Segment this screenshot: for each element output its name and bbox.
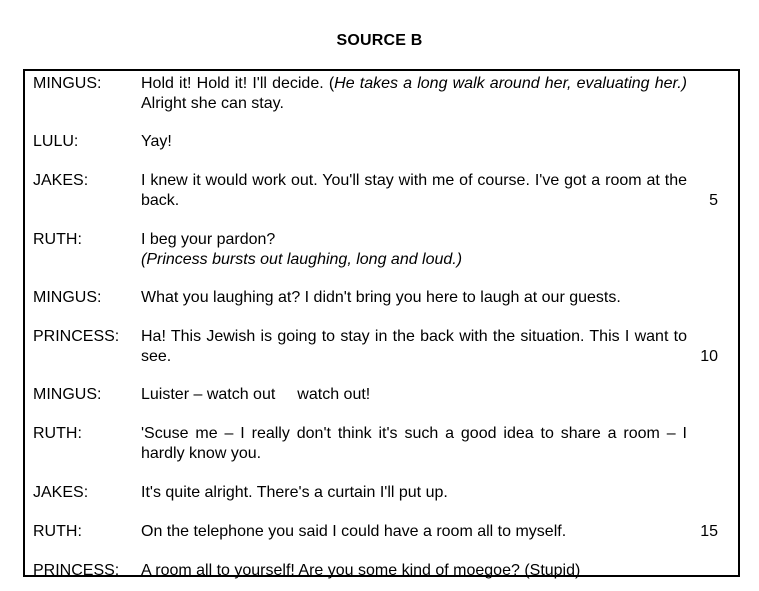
stage-direction	[141, 250, 687, 270]
dialogue-text: It's quite alright. There's a curtain I'll put up.	[141, 484, 448, 501]
speaker-name: PRINCESS:	[33, 562, 120, 579]
dialogue-text: Ha! This Jewish is going to stay in the back with the situation. This I want to see.	[141, 328, 687, 365]
speaker-name: JAKES:	[33, 484, 89, 501]
dialogue-segment: watch out!	[297, 386, 371, 403]
script-excerpt-box	[23, 69, 740, 577]
line-number: 5	[709, 191, 718, 209]
line-number: 10	[700, 347, 718, 365]
dialogue-segment: Hold it! Hold it! I'll decide. (	[141, 75, 335, 92]
dialogue-text: What you laughing at? I didn't bring you here to laugh at our guests.	[141, 289, 621, 306]
speaker-name: PRINCESS:	[33, 328, 120, 345]
dialogue-text: Yay!	[141, 133, 172, 150]
dialogue-text: 'Scuse me – I really don't think it's such a good idea to share a room – I hardly know you.	[141, 425, 687, 462]
speaker-name: MINGUS:	[33, 75, 102, 92]
dialogue-text	[141, 74, 687, 113]
speaker-name: RUTH:	[33, 523, 82, 540]
dialogue-segment: Luister – watch out	[141, 386, 276, 403]
dialogue-text	[141, 385, 687, 405]
line-number: 15	[700, 523, 718, 540]
stage-direction-segment: bursts out laughing, long and loud.)	[212, 250, 463, 268]
speaker-name: MINGUS:	[33, 289, 102, 306]
speaker-name: JAKES:	[33, 172, 89, 189]
stage-direction-segment: (Princess	[141, 250, 213, 268]
dialogue-text: On the telephone you said I could have a room all to myself.	[141, 523, 567, 540]
stage-direction: He takes a long walk around her, evaluating her.)	[334, 75, 688, 92]
speaker-name: RUTH:	[33, 231, 82, 248]
dialogue-text	[141, 230, 687, 269]
dialogue-segment: I beg your pardon?	[141, 231, 276, 248]
dialogue-segment: Alright she can stay.	[141, 94, 284, 112]
source-title: SOURCE B	[336, 32, 423, 49]
dialogue-text: A room all to yourself! Are you some kind of moegoe? (Stupid)	[141, 562, 581, 579]
speaker-name: LULU:	[33, 133, 79, 150]
speaker-name: RUTH:	[33, 425, 82, 442]
speaker-name: MINGUS:	[33, 386, 102, 403]
dialogue-text: I knew it would work out. You'll stay with me of course. I've got a room at the back.	[141, 172, 687, 209]
